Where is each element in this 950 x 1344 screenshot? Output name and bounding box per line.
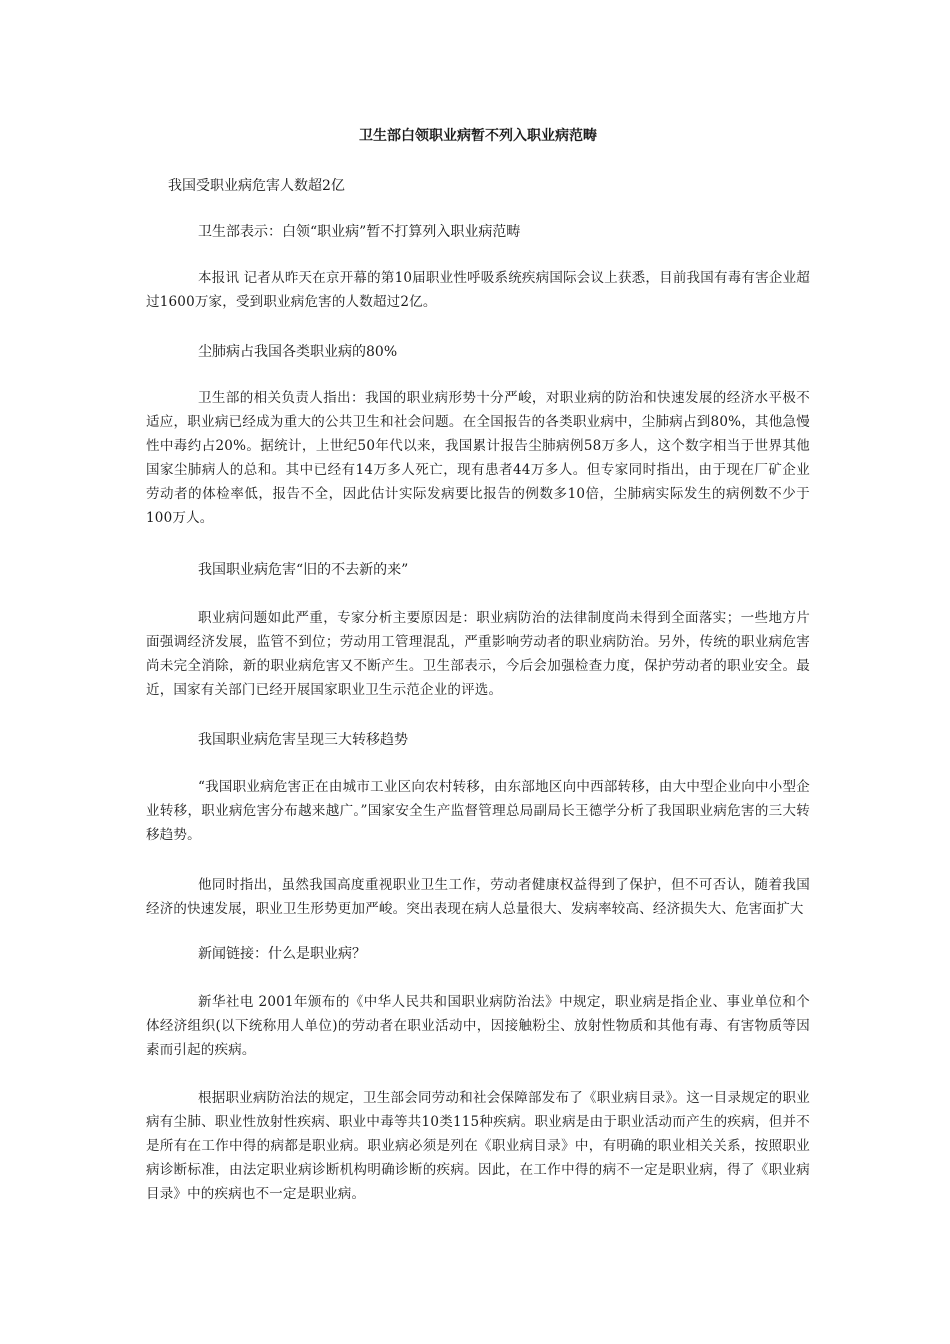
paragraph-4: “我国职业病危害正在由城市工业区向农村转移，由东部地区向中西部转移，由大中型企业向中小型企业转移，职业病危害分布越来越广。”国家安全生产监督管理总局副局长王德学分析了我国职业病危害的三大转移趋势。 <box>146 779 810 843</box>
article-lead: 卫生部表示：白领“职业病”暂不打算列入职业病范畴 <box>198 224 521 240</box>
paragraph-3: 职业病问题如此严重，专家分析主要原因是：职业病防治的法律制度尚未得到全面落实；一些地方片面强调经济发展，监管不到位；劳动用工管理混乱，严重影响劳动者的职业病防治。另外，传统的职业病危害尚未完全消除，新的职业病危害又不断产生。卫生部表示，今后会加强检查力度，保护劳动者的职业安全。最近，国家有关部门已经开展国家职业卫生示范企业的评选。 <box>146 610 810 698</box>
section-heading-3: 我国职业病危害呈现三大转移趋势 <box>198 732 408 748</box>
section-heading-2: 我国职业病危害“旧的不去新的来” <box>198 562 409 578</box>
article-title: 卫生部白领职业病暂不列入职业病范畴 <box>359 128 597 144</box>
paragraph-2: 卫生部的相关负责人指出：我国的职业病形势十分严峻，对职业病的防治和快速发展的经济水平极不适应，职业病已经成为重大的公共卫生和社会问题。在全国报告的各类职业病中，尘肺病占到80%，其他急慢性中毒约占20%。据统计，上世纪50年代以来，我国累计报告尘肺病例58万多人，这个数字相当于世界其他国家尘肺病人的总和。其中已经有14万多人死亡，现有患者44万多人。但专家同时指出，由于现在厂矿企业劳动者的体检率低，报告不全，因此估计实际发病要比报告的例数多10倍，尘肺病实际发生的病例数不少于100万人。 <box>146 390 810 526</box>
paragraph-6: 新华社电 2001年颁布的《中华人民共和国职业病防治法》中规定，职业病是指企业、事业单位和个体经济组织(以下统称用人单位)的劳动者在职业活动中，因接触粉尘、放射性物质和其他有毒、有害物质等因素而引起的疾病。 <box>146 994 810 1058</box>
section-heading-1: 尘肺病占我国各类职业病的80% <box>198 344 398 360</box>
article-subtitle: 我国受职业病危害人数超2亿 <box>168 178 345 194</box>
paragraph-5: 他同时指出，虽然我国高度重视职业卫生工作，劳动者健康权益得到了保护，但不可否认，随着我国经济的快速发展，职业卫生形势更加严峻。突出表现在病人总量很大、发病率较高、经济损失大、危害面扩大 <box>146 877 810 917</box>
paragraph-1: 本报讯 记者从昨天在京开幕的第10届职业性呼吸系统疾病国际会议上获悉，目前我国有毒有害企业超过1600万家，受到职业病危害的人数超过2亿。 <box>146 270 810 310</box>
paragraph-7: 根据职业病防治法的规定，卫生部会同劳动和社会保障部发布了《职业病目录》。这一目录规定的职业病有尘肺、职业性放射性疾病、职业中毒等共10类115种疾病。职业病是由于职业活动而产生的疾病，但并不是所有在工作中得的病都是职业病。职业病必须是列在《职业病目录》中，有明确的职业相关关系，按照职业病诊断标准，由法定职业病诊断机构明确诊断的疾病。因此，在工作中得的病不一定是职业病，得了《职业病目录》中的疾病也不一定是职业病。 <box>146 1090 810 1202</box>
section-heading-4: 新闻链接：什么是职业病？ <box>198 946 366 962</box>
